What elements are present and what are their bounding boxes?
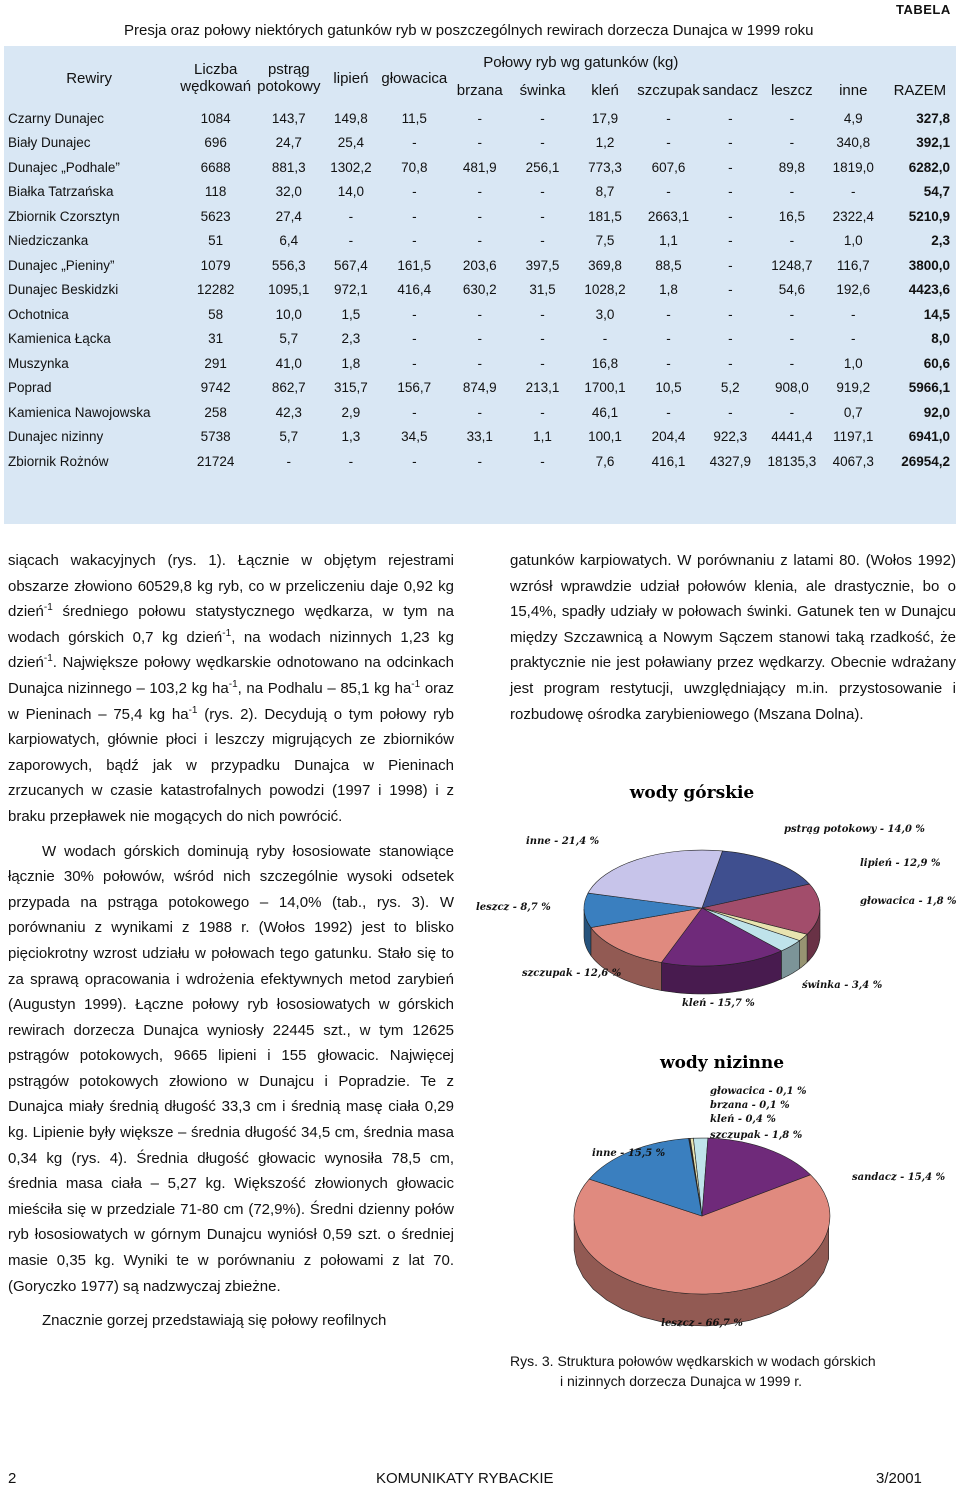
table-row [4, 155, 956, 180]
table-cell: 54,6 [778, 282, 805, 298]
table-cell: 203,6 [462, 257, 497, 273]
table-cell: - [728, 135, 733, 151]
table-cell: 149,8 [334, 110, 368, 126]
table-cell: - [477, 110, 482, 126]
table-cell: 773,3 [588, 159, 622, 175]
table-cell: 5966,1 [908, 380, 950, 396]
table-tag: TABELA [896, 2, 951, 17]
table-cell: - [540, 355, 545, 371]
table-cell: - [666, 404, 671, 420]
table-cell: - [789, 331, 795, 347]
table-cell: - [728, 282, 733, 298]
table-cell: - [477, 306, 482, 322]
table-cell: 156,7 [397, 380, 432, 396]
rewir-name-cell: Dunajec Beskidzki [8, 282, 119, 298]
table-cell: 4067,3 [832, 453, 874, 469]
paragraph-1-part: , na wodach nizinnych 1,23 kg dzień [8, 628, 455, 672]
table-cell: - [477, 135, 482, 151]
table-cell: - [728, 306, 733, 322]
table-cell: 100,1 [588, 429, 622, 445]
pie-label: kleń - 0,4 % [710, 1114, 776, 1125]
group-header: Połowy ryb wg gatunków (kg) [483, 53, 679, 71]
table-cell: 2663,1 [647, 208, 690, 224]
table-cell: 340,8 [836, 135, 871, 151]
rewir-name-cell: Kamienica Łącka [8, 331, 111, 347]
table-cell: - [728, 159, 733, 175]
table-row [4, 425, 956, 450]
rewir-name-cell: Czarny Dunajec [8, 110, 105, 126]
catch-table [4, 50, 956, 474]
table-cell: - [728, 184, 733, 200]
table-cell: - [477, 233, 482, 249]
table-cell: 16,5 [778, 208, 805, 224]
table-cell: 192,6 [836, 282, 871, 298]
table-cell: 416,4 [397, 282, 432, 298]
table-cell: 2,3 [341, 331, 361, 347]
paragraph-1-part: średniego połowu statystycznego wędkarza, w tym na wodach górskich 0,7 kg dzień [8, 603, 454, 646]
paragraph-3: Znacznie gorzej przedstawiają się połowy reofilnych [42, 1312, 387, 1330]
table-cell: 181,5 [588, 208, 622, 224]
table-cell: - [851, 184, 856, 200]
left-text-column [8, 548, 454, 1334]
paragraph-1-part: , na Podhalu – 85,1 kg ha [237, 679, 412, 697]
table-cell: - [412, 355, 417, 371]
paragraph-2: W wodach górskich dominują ryby łososiowate stanowiące łącznie 30% połowów, wśród nich szczególnie wysoki odsetek przypada na pstrąga potokowego – 14,0% (tab., rys. 3). W porównaniu z wynikami z 1988 r. (Wołos 1992) jest to blisko pięciokrotny wzrost udziału w połowach tego gatunku. Stało się to za sprawą opracowania i wdrożenia efektywnych metod zarybień (Augustyn 1999). Łączne połowy ryb łososiowatych w górskich rewirach dorzecza Dunajca wyniosły 22445 szt., w tym 12625 pstrągów potokowych, 9665 lipieni i 155 głowacic. Najwięcej pstrągów potokowych złowiono w Dunajcu i Popradzie. Te z Dunajca miały średnią długość 33,3 cm i średnią masę ciała 0,29 kg. Lipienie były większe – średnia długość 34,5 cm, średnia masa 0,34 kg (rys. 4). Średnia długość głowacic wynosiła 78,5 cm, średnia masa ciała – 5,27 kg. Większość złowionych głowacic mieściła się w przedziale 71-80 cm (72,9%). Średni dzienny połów ryb łososiowatych w górnym Dunajcu wyniósł 0,59 szt. o średniej masie 0,35 kg. Wyniki te w porównaniu z połowami z lat 70. (Goryczko 1977) są nadzwyczaj zbieżne. [8, 842, 454, 1295]
table-cell: 51 [208, 233, 224, 249]
pie-label: leszcz - 8,7 % [476, 902, 551, 913]
table-cell: 24,7 [275, 135, 302, 151]
table-row [4, 229, 956, 254]
table-cell: 8,0 [931, 331, 950, 347]
table-cell: 8,7 [595, 184, 615, 200]
table-cell: 3,0 [595, 306, 615, 322]
col-header-pstrag: pstrąg potokowy [257, 61, 321, 95]
right-text-column [510, 548, 956, 727]
table-cell: 14,5 [923, 306, 950, 322]
table-cell: 16,8 [591, 355, 619, 371]
table-cell: 42,3 [275, 404, 302, 420]
table-cell: 1,0 [843, 233, 863, 249]
pie-label: kleń - 15,7 % [682, 998, 755, 1009]
table-cell: - [540, 331, 545, 347]
pie-label: lipień - 12,9 % [860, 858, 941, 869]
table-cell: - [666, 184, 671, 200]
table-cell: 5623 [200, 208, 231, 224]
table-cell: 556,3 [271, 257, 306, 273]
table-cell: 27,4 [275, 208, 302, 224]
col-header-inne: inne [839, 81, 868, 99]
rewir-name-cell: Dunajec „Pieniny” [8, 257, 115, 273]
table-cell: 18135,3 [767, 453, 817, 469]
table-cell: - [540, 184, 545, 200]
table-cell: - [666, 135, 671, 151]
table-row [4, 327, 956, 352]
rewir-name-cell: Muszynka [8, 355, 69, 371]
table-cell: - [348, 453, 354, 469]
col-header-klen: kleń [591, 81, 619, 99]
table-cell: 315,7 [334, 380, 368, 396]
table-cell: 46,1 [591, 404, 619, 420]
table-cell: - [412, 233, 417, 249]
table-cell: - [348, 233, 354, 249]
table-cell: - [412, 404, 417, 420]
superscript: -1 [228, 678, 238, 690]
table-cell: 161,5 [397, 257, 432, 273]
table-cell: - [666, 306, 671, 322]
table-cell: 4441,4 [771, 429, 813, 445]
table-cell: 3800,0 [908, 257, 950, 273]
table-cell: 4423,6 [908, 282, 950, 298]
issue-number: 3/2001 [876, 1470, 922, 1487]
table-row [4, 204, 956, 229]
table-cell: - [412, 331, 417, 347]
table-cell: - [412, 208, 417, 224]
table-cell: - [728, 208, 733, 224]
table-cell: - [477, 404, 482, 420]
superscript: -1 [43, 653, 53, 665]
table-cell: - [789, 306, 795, 322]
table-cell: 1248,7 [771, 257, 813, 273]
table-row [4, 351, 956, 376]
table-cell: 118 [204, 184, 227, 200]
table-cell: - [412, 135, 417, 151]
table-cell: 17,9 [591, 110, 619, 126]
table-row [4, 449, 956, 474]
table-cell: 1819,0 [832, 159, 874, 175]
pie-label: świnka - 3,4 % [802, 980, 883, 991]
table-cell: 1700,1 [584, 380, 626, 396]
table-cell: 31 [208, 331, 224, 347]
superscript: -1 [43, 602, 53, 614]
table-cell: - [348, 208, 354, 224]
pie-label: leszcz - 66,7 % [661, 1318, 743, 1329]
rewir-name-cell: Zbiornik Rożnów [8, 453, 109, 469]
col-header-sandacz: sandacz [702, 81, 759, 99]
table-cell: 213,1 [525, 380, 560, 396]
col-header-lipien: lipień [333, 69, 369, 87]
table-cell: - [540, 110, 545, 126]
table-row [4, 106, 956, 131]
table-cell: 397,5 [525, 257, 560, 273]
table-cell: 33,1 [466, 429, 493, 445]
table-cell: 5,7 [279, 429, 299, 445]
table-cell: 5,2 [720, 380, 740, 396]
table-cell: 10,5 [655, 380, 682, 396]
table-cell: - [477, 331, 482, 347]
table-cell: 1,1 [659, 233, 678, 249]
journal-name: KOMUNIKATY RYBACKIE [376, 1470, 554, 1487]
pie-chart-mountain [476, 783, 957, 1009]
figure-caption [510, 1351, 956, 1391]
table-cell: 5738 [200, 429, 231, 445]
rewir-name-cell: Biały Dunajec [8, 135, 91, 151]
table-cell: - [412, 184, 417, 200]
pie-label: pstrąg potokowy - 14,0 % [784, 824, 925, 835]
rewir-name-cell: Dunajec „Podhale” [8, 159, 120, 175]
paragraph-1-part: . Największe połowy wędkarskie odnotowano na odcinkach Dunajca nizinnego – 103,2 kg ha [8, 654, 454, 697]
table-cell: - [540, 135, 545, 151]
table-cell: 392,1 [916, 135, 950, 151]
table-cell: 291 [204, 355, 227, 371]
table-cell: - [789, 110, 795, 126]
col-header-brzana: brzana [456, 81, 503, 99]
col-header-leszcz: leszcz [771, 81, 813, 99]
superscript: -1 [411, 678, 421, 690]
table-cell: 6282,0 [908, 159, 950, 175]
table-cell: - [728, 233, 733, 249]
chart-title-mountain: wody górskie [629, 783, 755, 803]
paragraph-right: gatunków karpiowatych. W porównaniu z latami 80. (Wołos 1992) wzrósł wprawdzie udział połowów klenia, ale drastycznie, bo o 15,4%, spadły udziały w połowach świnki. Gatunek ten w Dunajcu między Szczawnicą a Nowym Sączem stanowi taką rzadkość, że praktycznie nie jest poławiany przez wędkarzy. Obecnie wdrażany jest program restytucji, uwzględniający m.in. przystosowanie i rozbudowę ośrodka zarybieniowego (Mszana Dolna). [510, 552, 956, 723]
table-cell: - [412, 453, 417, 469]
table-cell: 4,9 [843, 110, 863, 126]
table-cell: - [666, 355, 671, 371]
table-cell: - [540, 208, 545, 224]
table-cell: 1197,1 [833, 429, 874, 445]
pie-label: sandacz - 15,4 % [852, 1172, 946, 1183]
col-header-razem: RAZEM [893, 81, 947, 99]
table-cell: 908,0 [774, 380, 809, 396]
paragraph-1: siącach wakacyjnych (rys. 1). Łącznie w objętym rejestrami obszarze złowiono 60529,8 kg ryb, co w przeliczeniu daje 0,92 kg dzień [8, 552, 454, 621]
table-cell: 567,4 [334, 257, 368, 273]
table-row [4, 180, 956, 205]
rewir-name-cell: Białka Tatrzańska [8, 184, 114, 200]
table-cell: 204,4 [651, 429, 686, 445]
table-cell: - [602, 331, 608, 347]
table-cell: 922,3 [713, 429, 748, 445]
table-cell: 1,1 [533, 429, 552, 445]
table-cell: 696 [204, 135, 227, 151]
pie-chart-lowland [574, 1053, 946, 1329]
table-cell: - [789, 404, 795, 420]
table-cell: 26954,2 [901, 453, 950, 469]
table-cell: - [412, 306, 417, 322]
chart-title-lowland: wody nizinne [659, 1053, 785, 1073]
table-cell: 41,0 [275, 355, 302, 371]
table-cell: 0,7 [843, 404, 863, 420]
rewir-name-cell: Poprad [8, 380, 52, 396]
table-cell: 10,0 [275, 306, 302, 322]
table-cell: - [477, 355, 482, 371]
pie-label: inne - 21,4 % [526, 836, 600, 847]
table-cell: 5210,9 [908, 208, 950, 224]
paragraph-1-part: (rys. 2). Decydują o tym połowy ryb karpiowatych, głównie płoci i leszczy migrujących ze zbiorników zaporowych, bądź jak w przypadku Dunajca w Pieninach zrzucanych w czasie katastrofalnych powodzi (1997 i 1998) i z braku przepławek nie mogących do nich powrócić. [8, 705, 454, 825]
col-header-glowacica: głowacica [381, 69, 448, 87]
table-cell: 1,0 [843, 355, 863, 371]
table-cell: - [728, 110, 733, 126]
table-cell: - [728, 331, 733, 347]
table-cell: 60,6 [923, 355, 950, 371]
table-cell: 369,8 [588, 257, 622, 273]
table-cell: 9742 [200, 380, 231, 396]
table-cell: - [666, 331, 671, 347]
table-cell: 1084 [200, 110, 231, 126]
rewir-name-cell: Ochotnica [8, 306, 69, 322]
table-cell: 92,0 [923, 404, 950, 420]
table-cell: - [666, 110, 671, 126]
table-row [4, 302, 956, 327]
table-cell: 1,5 [341, 306, 361, 322]
table-cell: 7,5 [595, 233, 615, 249]
table-cell: - [540, 404, 545, 420]
table-cell: - [728, 404, 733, 420]
table-cell: 416,1 [651, 453, 686, 469]
table-title: Presja oraz połowy niektórych gatunków ryb w poszczególnych rewirach dorzecza Dunajca w 1999 roku [124, 22, 814, 39]
table-cell: 630,2 [462, 282, 497, 298]
pie-label: głowacica - 0,1 % [710, 1086, 807, 1097]
table-cell: - [851, 331, 856, 347]
table-cell: 11,5 [401, 110, 427, 126]
table-cell: 881,3 [271, 159, 306, 175]
table-cell: 12282 [196, 282, 235, 298]
table-cell: 972,1 [334, 282, 368, 298]
table-cell: 874,9 [462, 380, 497, 396]
table-cell: - [789, 184, 795, 200]
table-cell: 88,5 [655, 257, 682, 273]
table-row [4, 376, 956, 401]
pie-label: szczupak - 1,8 % [710, 1130, 803, 1141]
table-cell: - [540, 453, 545, 469]
table-cell: 5,7 [279, 331, 299, 347]
pie-label: głowacica - 1,8 % [860, 896, 957, 907]
table-cell: - [540, 233, 545, 249]
rewir-name-cell: Niedziczanka [8, 233, 89, 249]
superscript: -1 [222, 627, 232, 639]
table-cell: 7,6 [595, 453, 615, 469]
table-cell: 2322,4 [832, 208, 874, 224]
table-cell: 919,2 [836, 380, 871, 396]
table-cell: 34,5 [401, 429, 428, 445]
table-row [4, 400, 956, 425]
table-cell: 143,7 [271, 110, 306, 126]
table-cell: 32,0 [275, 184, 302, 200]
col-header-rewiry: Rewiry [66, 69, 113, 87]
table-cell: 1,8 [659, 282, 678, 298]
table-cell: 21724 [196, 453, 235, 469]
table-cell: 481,9 [462, 159, 497, 175]
table-cell: 1,2 [595, 135, 615, 151]
table-cell: 4327,9 [709, 453, 751, 469]
pie-label: inne - 15,5 % [592, 1148, 666, 1159]
table-cell: 6,4 [279, 233, 299, 249]
table-cell: 58 [208, 306, 224, 322]
table-cell: 14,0 [337, 184, 365, 200]
table-row [4, 253, 956, 278]
table-cell: 2,9 [341, 404, 361, 420]
table-cell: 31,5 [529, 282, 556, 298]
table-cell: 1,8 [341, 355, 361, 371]
table-cell: 54,7 [923, 184, 950, 200]
table-cell: 258 [204, 404, 227, 420]
table-cell: 89,8 [778, 159, 805, 175]
table-cell: - [728, 257, 733, 273]
table-cell: - [540, 306, 545, 322]
pie-label: szczupak - 12,6 % [522, 968, 622, 979]
rewir-name-cell: Dunajec nizinny [8, 429, 104, 445]
superscript: -1 [188, 704, 198, 716]
pie-label: brzana - 0,1 % [710, 1100, 790, 1111]
rewir-name-cell: Zbiornik Czorsztyn [8, 208, 120, 224]
col-header-liczba: Liczba wędkowań [180, 61, 252, 95]
pie-charts-figure [452, 768, 960, 1348]
table-cell: - [477, 184, 482, 200]
table-cell: - [477, 208, 482, 224]
table-cell: 6688 [200, 159, 231, 175]
table-cell: 1079 [200, 257, 231, 273]
col-header-swinka: świnka [519, 81, 566, 99]
caption-line-1: Rys. 3. Struktura połowów wędkarskich w wodach górskich [510, 1353, 876, 1369]
rewir-name-cell: Kamienica Nawojowska [8, 404, 151, 420]
table-cell: - [477, 453, 482, 469]
table-cell: 1095,1 [268, 282, 310, 298]
caption-line-2: i nizinnych dorzecza Dunajca w 1999 r. [560, 1373, 803, 1389]
table-cell: 116,7 [836, 257, 870, 273]
table-row [4, 278, 956, 303]
table-cell: 607,6 [651, 159, 686, 175]
table-cell: 327,8 [916, 110, 950, 126]
paragraph-1-part: oraz w Pieninach – 75,4 kg ha [8, 679, 454, 723]
table-cell: 1,3 [341, 429, 361, 445]
table-cell: - [728, 355, 733, 371]
table-cell: - [789, 355, 795, 371]
table-cell: - [851, 306, 856, 322]
table-cell: - [286, 453, 292, 469]
table-cell: 70,8 [401, 159, 428, 175]
table-cell: 2,3 [931, 233, 950, 249]
table-cell: 862,7 [271, 380, 306, 396]
table-cell: 6941,0 [908, 429, 950, 445]
table-cell: 1028,2 [584, 282, 626, 298]
table-cell: 25,4 [337, 135, 365, 151]
table-cell: - [789, 233, 795, 249]
table-cell: 1302,2 [330, 159, 372, 175]
col-header-szczupak: szczupak [637, 81, 700, 99]
table-cell: - [789, 135, 795, 151]
table-row [4, 131, 956, 156]
page-number: 2 [8, 1470, 17, 1487]
table-cell: 256,1 [525, 159, 560, 175]
